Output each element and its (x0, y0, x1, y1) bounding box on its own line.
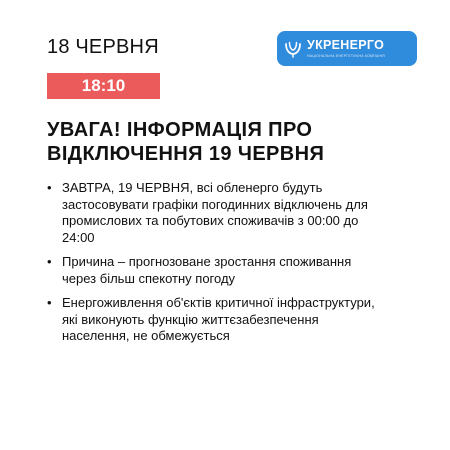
bullet-item-3 (47, 295, 377, 345)
brand-subtitle: НАЦІОНАЛЬНА ЕНЕРГЕТИЧНА КОМПАНІЯ (307, 53, 386, 58)
bullet-3-text: Енергоживлення об'єктів критичної інфраструктури, які виконують функцію життєзабезпечення населення, не обмежується (62, 295, 375, 343)
brand-name: УКРЕНЕРГО (307, 38, 385, 52)
bullet-dot-icon: • (47, 295, 52, 310)
headline: УВАГА! ІНФОРМАЦІЯ ПРО ВІДКЛЮЧЕННЯ 19 ЧЕРВНЯ (47, 119, 325, 165)
bullet-1-emphasis: ЗАВТРА, 19 ЧЕРВНЯ, (62, 180, 194, 195)
bullet-dot-icon: • (47, 254, 52, 269)
bullet-list (47, 180, 377, 353)
bullet-item-1 (47, 180, 377, 246)
date-label: 18 ЧЕРВНЯ (47, 36, 159, 58)
bullet-1-text: всі обленерго будуть застосовувати графіки погодинних відключень для промислових та побутових споживачів з 00:00 до 24:00 (62, 180, 368, 245)
bullet-dot-icon: • (47, 180, 52, 195)
time-badge: 18:10 (47, 73, 160, 99)
bullet-2-text: Причина – прогнозоване зростання споживання через більш спекотну погоду (62, 254, 352, 286)
bullet-item-2 (47, 254, 377, 287)
ukrenergo-logo-icon (284, 40, 302, 58)
ukrenergo-logo (277, 31, 417, 66)
